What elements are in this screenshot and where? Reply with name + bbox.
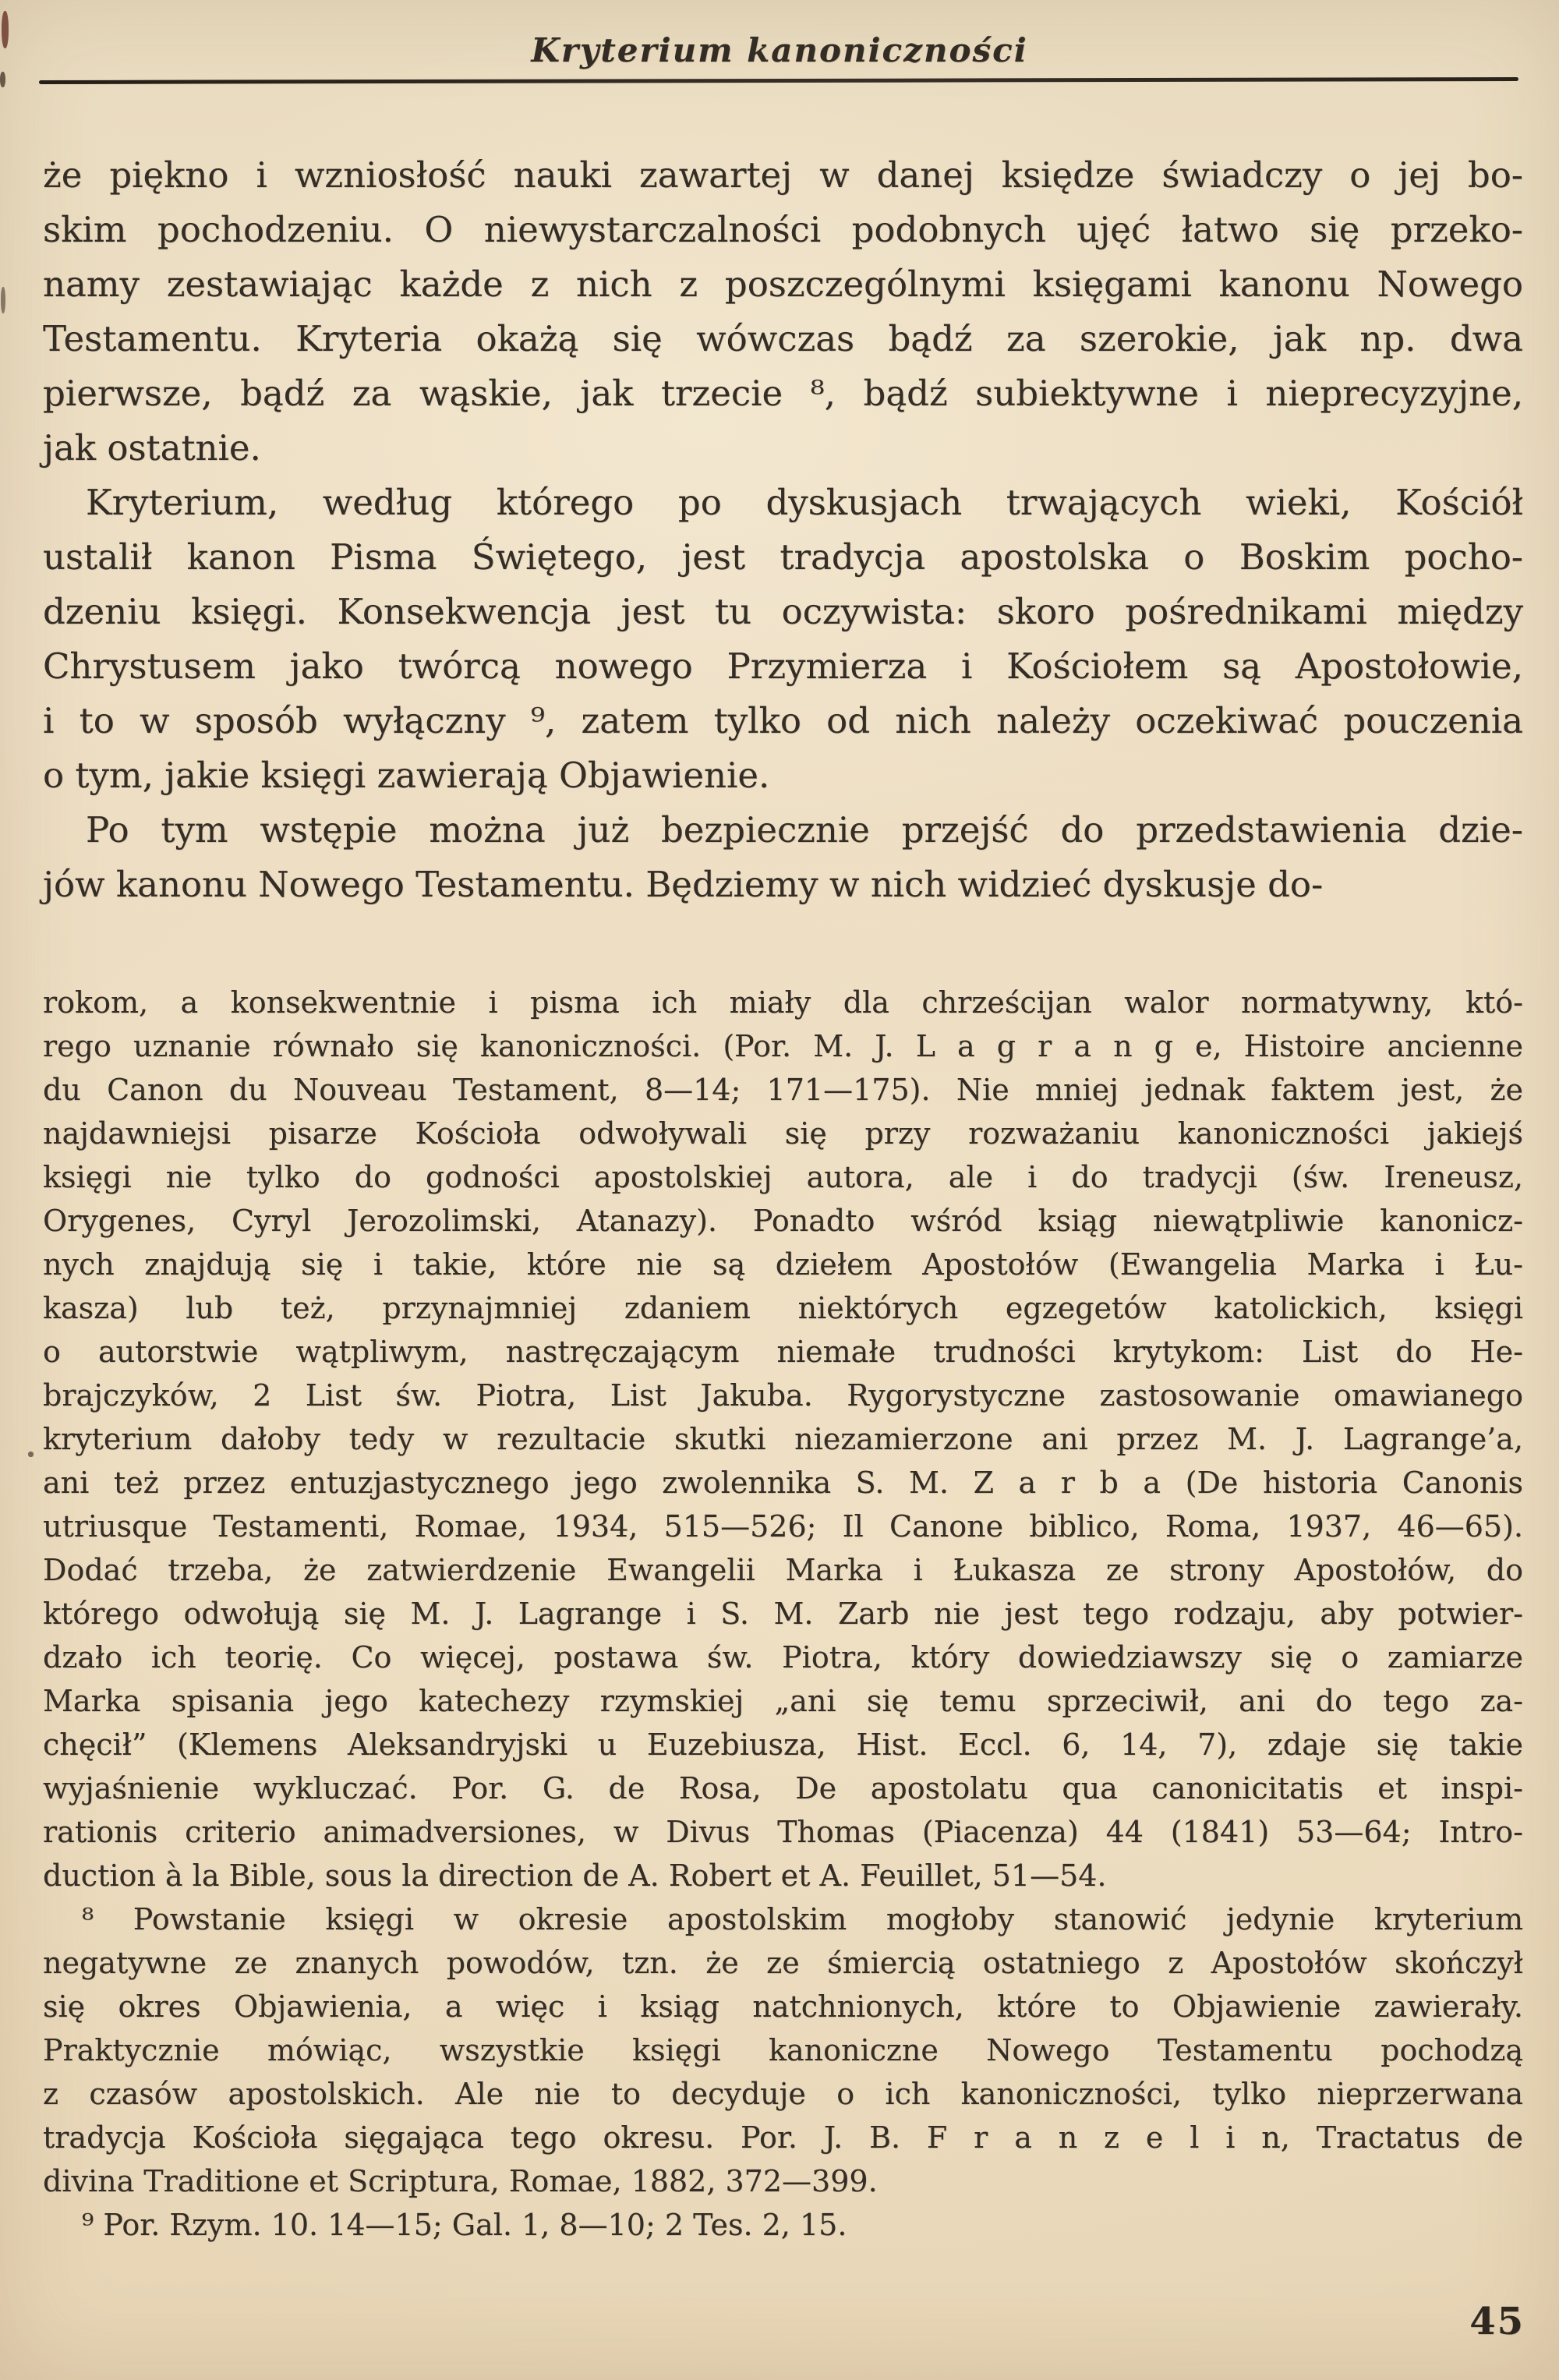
text-line: skim pochodzeniu. O niewystarczalności podobnych ujęć łatwo się przeko- — [43, 209, 1523, 250]
text-line: dzało ich teorię. Co więcej, postawa św. Piotra, który dowiedziawszy się o zamiarze — [43, 1640, 1523, 1674]
text-line: kryterium dałoby tedy w rezultacie skutki niezamierzone ani przez M. J. Lagrange’a, — [43, 1422, 1523, 1456]
paragraph — [43, 981, 1523, 1897]
text-line: Testamentu. Kryteria okażą się wówczas bądź za szerokie, jak np. dwa — [43, 318, 1523, 359]
text-line: wyjaśnienie wykluczać. Por. G. de Rosa, De apostolatu qua canonicitatis et inspi- — [43, 1771, 1523, 1805]
text-line: i to w sposób wyłączny ⁹, zatem tylko od nich należy oczekiwać pouczenia — [43, 700, 1523, 741]
paragraph — [43, 2203, 1523, 2247]
scan-artifact — [28, 1452, 34, 1457]
text-line: z czasów apostolskich. Ale nie to decyduje o ich kanoniczności, tylko nieprzerwana — [43, 2077, 1523, 2111]
text-line: ustalił kanon Pisma Świętego, jest tradycja apostolska o Boskim pocho- — [43, 536, 1523, 578]
text-line: nych znajdują się i takie, które nie są dziełem Apostołów (Ewangelia Marka i Łu- — [43, 1247, 1523, 1282]
footnotes-block — [43, 981, 1523, 2247]
text-line: utriusque Testamenti, Romae, 1934, 515—526; Il Canone biblico, Roma, 1937, 46—65). — [43, 1509, 1523, 1544]
text-line: ⁹ Por. Rzym. 10. 14—15; Gal. 1, 8—10; 2 Tes. 2, 15. — [82, 2208, 847, 2242]
text-line: najdawniejsi pisarze Kościoła odwoływali się przy rozważaniu kanoniczności jakiejś — [43, 1116, 1523, 1151]
text-line: rationis criterio animadversiones, w Divus Thomas (Piacenza) 44 (1841) 53—64; Intro- — [43, 1815, 1523, 1849]
text-line: kasza) lub też, przynajmniej zdaniem niektórych egzegetów katolickich, księgi — [43, 1291, 1523, 1325]
text-line: o tym, jakie księgi zawierają Objawienie. — [43, 755, 770, 796]
text-line: Dodać trzeba, że zatwierdzenie Ewangelii Marka i Łukasza ze strony Apostołów, do — [43, 1553, 1523, 1587]
text-line: brajczyków, 2 List św. Piotra, List Jakuba. Rygorystyczne zastosowanie omawianego — [43, 1378, 1523, 1413]
paragraph — [43, 803, 1523, 912]
paragraph — [43, 148, 1523, 476]
text-line: du Canon du Nouveau Testament, 8—14; 171—175). Nie mniej jednak faktem jest, że — [43, 1073, 1523, 1107]
text-line: dzeniu księgi. Konsekwencja jest tu oczywista: skoro pośrednikami między — [43, 591, 1523, 632]
text-line: rego uznanie równało się kanoniczności. (Por. M. J. L a g r a n g e, Histoire ancienne — [43, 1029, 1523, 1063]
text-line: że piękno i wzniosłość nauki zawartej w danej księdze świadczy o jej bo- — [43, 154, 1523, 196]
page-number: 45 — [1469, 2300, 1525, 2343]
text-line: Po tym wstępie można już bezpiecznie przejść do przedstawienia dzie- — [86, 809, 1523, 851]
text-line: Orygenes, Cyryl Jerozolimski, Atanazy). Ponadto wśród ksiąg niewątpliwie kanonicz- — [43, 1204, 1523, 1238]
paragraph — [43, 1897, 1523, 2203]
header-rule — [39, 77, 1518, 84]
scan-artifact — [1, 287, 5, 313]
text-line: negatywne ze znanych powodów, tzn. że ze śmiercią ostatniego z Apostołów skończył — [43, 1946, 1523, 1980]
text-line: jak ostatnie. — [43, 427, 261, 469]
text-line: divina Traditione et Scriptura, Romae, 1882, 372—399. — [43, 2164, 878, 2198]
text-line: o autorstwie wątpliwym, nastręczającym niemałe trudności krytykom: List do He- — [43, 1335, 1523, 1369]
text-line: rokom, a konsekwentnie i pisma ich miały dla chrześcijan walor normatywny, któ- — [43, 985, 1523, 1020]
text-line: tradycja Kościoła sięgająca tego okresu. Por. J. B. F r a n z e l i n, Tractatus de — [43, 2120, 1523, 2155]
paragraph — [43, 476, 1523, 803]
body-text — [43, 148, 1523, 912]
text-line: Chrystusem jako twórcą nowego Przymierza i Kościołem są Apostołowie, — [43, 645, 1523, 687]
scan-artifact — [0, 72, 5, 87]
text-line: ani też przez entuzjastycznego jego zwolennika S. M. Z a r b a (De historia Canonis — [43, 1466, 1523, 1500]
text-line: księgi nie tylko do godności apostolskiej autora, ale i do tradycji (św. Ireneusz, — [43, 1160, 1523, 1194]
text-line: ⁸ Powstanie księgi w okresie apostolskim mogłoby stanowić jedynie kryterium — [82, 1902, 1523, 1936]
scan-artifact — [2, 11, 9, 48]
text-line: namy zestawiając każde z nich z poszczególnymi księgami kanonu Nowego — [43, 263, 1523, 305]
text-line: którego odwołują się M. J. Lagrange i S. M. Zarb nie jest tego rodzaju, aby potwier- — [43, 1597, 1523, 1631]
text-line: chęcił” (Klemens Aleksandryjski u Euzebiusza, Hist. Eccl. 6, 14, 7), zdaje się takie — [43, 1728, 1523, 1762]
text-line: pierwsze, bądź za wąskie, jak trzecie ⁸, bądź subiektywne i nieprecyzyjne, — [43, 373, 1523, 414]
text-line: Kryterium, według którego po dyskusjach trwających wieki, Kościół — [86, 482, 1523, 523]
text-line: duction à la Bible, sous la direction de A. Robert et A. Feuillet, 51—54. — [43, 1858, 1107, 1893]
text-line: jów kanonu Nowego Testamentu. Będziemy w nich widzieć dyskusje do- — [43, 864, 1324, 905]
text-line: się okres Objawienia, a więc i ksiąg natchnionych, które to Objawienie zawierały. — [43, 1989, 1523, 2024]
running-head-title: Kryterium kanoniczności — [531, 31, 1028, 69]
text-line: Marka spisania jego katechezy rzymskiej „ani się temu sprzeciwił, ani do tego za- — [43, 1684, 1523, 1718]
text-line: Praktycznie mówiąc, wszystkie księgi kanoniczne Nowego Testamentu pochodzą — [43, 2033, 1523, 2067]
